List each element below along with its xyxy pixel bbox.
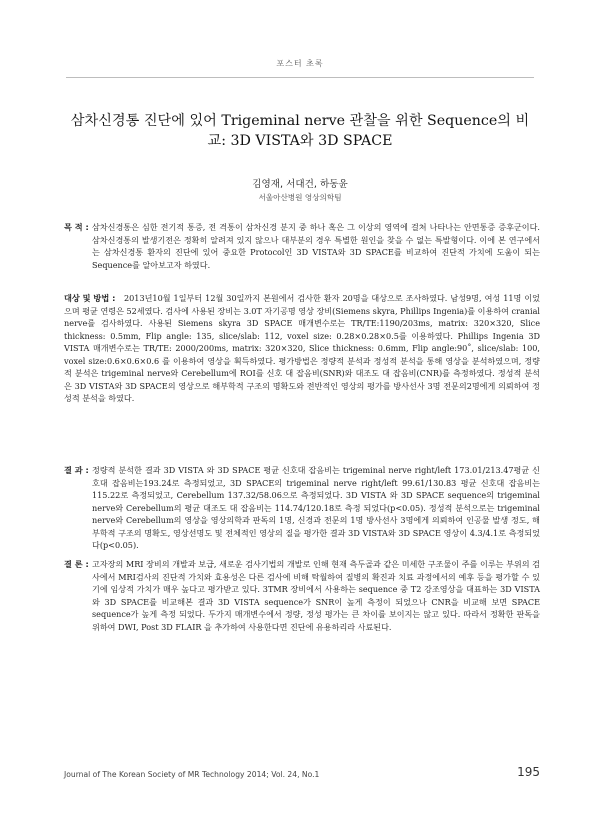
author-list: 김영재, 서대건, 하동윤: [252, 179, 348, 190]
section-body: 고자장의 MRI 장비의 개발과 보급, 새로운 검사기법의 개발로 인해 현재 측두골과 같은 미세한 구조물이 주를 이루는 부위의 검사에서 MRI검사의 진단적 가치와 효용성은 다른 검사에 비해 탁월하여 질병의 확진과 치료 과정에서의 예후 등을 평가할 수 있기에 임상적 가치가 매우 높다고 평가받고 있다. 3TMR 장비에서 사용하는 sequence 중 T2 강조영상을 대표하는 3D VISTA와 3D SPACE를 비교해본 결과 3D VISTA sequence가 SNR이 높게 측정이 되었으나 CNR을 비교해 보면 SPACE sequence가 높게 측정 되었다. 두가지 매개변수에서 정량, 정성 평가는 큰 차이를 보이지는 않고 있다. 따라서 정확한 판독을 위하여 DWI, Post 3D FLAIR 을 추가하여 사용한다면 진단에 유용하리라 사료된다.: [92, 559, 540, 632]
header-divider: [66, 77, 534, 78]
journal-citation: Journal of The Korean Society of MR Technology 2014; Vol. 24, No.1: [64, 770, 320, 779]
section-body: 삼차신경통은 심한 전기적 통증, 전 격통이 삼차신경 분지 중 하나 혹은 그 이상의 영역에 걸쳐 나타나는 안면통증 증후군이다. 삼차신경통의 발생기전은 정확히 알려져 있지 않으나 대부분의 경우 특별한 원인을 찾을 수 없는 특발형이다. 이에 본 연구에서는 삼차신경통 환자의 진단에 있어 중요한 Protocol인 3D VISTA와 3D SPACE를 비교하여 진단적 가치에 도움이 되는 Sequence를 알아보고자 하였다.: [92, 222, 540, 270]
section-body: 2013년10월 1일부터 12월 30일까지 본원에서 검사한 환자 20명을 대상으로 조사하였다. 남성9명, 여성 11명 이었으며 평균 연령은 52세였다. 검사에 사용된 장비는 3.0T 자기공명 영상 장비(Siemens skyra, Phillips Ingenia)를 이용하여 cranial nerve를 검사하였다. 사용된 Siemens skyra 3D SPACE 매개변수로는 TR/TE:1190/203ms, matrix: 320×320, Slice thickness: 0.5mm, Flip angle: 135, slice/slab: 112, voxel size: 0.28×0.28×0.5를 이용하였다. Phillips Ingenia 3D VISTA 매개변수로는 TR/TE: 2000/200ms, matrix: 320×320, Slice thickness: 0.6mm, Flip angle:90˚, slice/slab: 100, voxel size:0.6×0.6×0.6 를 이용하여 영상을 획득하였다. 평가방법은 정량적 분석과 정성적 분석을 통해 영상을 분석하였으며, 정량적 분석은 trigeminal nerve와 Cerebellum에 ROI를 신호 대 잡음비(SNR)와 대조도 대 잡음비(CNR)를 측정하였다. 정성적 분석은 3D VISTA와 3D SPACE의 영상으로 해부학적 구조의 명확도와 전반적인 영상의 평가를 방사선사 3명 전문의2명에게 의뢰하여 정성적 분석을 하였다.: [64, 293, 540, 403]
section-purpose: [64, 221, 540, 271]
section-conclusion: [64, 558, 540, 633]
section-header-label: 포스터 초록: [276, 59, 324, 68]
paper-title: 삼차신경통 진단에 있어 Trigeminal nerve 관찰을 위한 Sequence의 비교: 3D VISTA와 3D SPACE: [70, 113, 530, 149]
author-affiliation: 서울아산병원 영상의학팀: [258, 193, 342, 202]
section-label: 대상 및 방법 :: [64, 293, 116, 303]
section-label: 결 과 :: [64, 465, 89, 475]
section-results: [64, 464, 540, 552]
section-methods: [64, 292, 540, 405]
section-label: 목 적 :: [64, 222, 89, 232]
section-label: 결 론 :: [64, 559, 89, 569]
page-number: 195: [517, 765, 540, 779]
section-body: 정량적 분석한 결과 3D VISTA 와 3D SPACE 평균 신호대 잡음비는 trigeminal nerve right/left 173.01/213.47평균 신호대 잡음비는193.24로 측정되었고, 3D SPACE의 trigeminal nerve right/left 99.61/130.83 평균 신호대 잡음비는115.22로 측정되었고, Cerebellum 137.32/58.06으로 측정되었다. 3D VISTA 와 3D SPACE sequence의 trigeminal nerve와 Cerebellum의 평균 대조도 대 잡음비는 114.74/120.18로 측정 되었다(p<0.05). 정성적 분석으로는 trigeminal nerve와 Cerebellum의 영상을 영상의학과 판독의 1명, 신경과 전문의 1명 방사선사 3명에게 의뢰하여 인공물 발생 정도, 해부학적 구조의 명확도, 영상선명도 및 전체적인 영상의 질을 평가한 결과 3D VISTA와 3D SPACE 영상이 4.3/4.1로 측정되었다(p<0.05).: [92, 465, 540, 550]
